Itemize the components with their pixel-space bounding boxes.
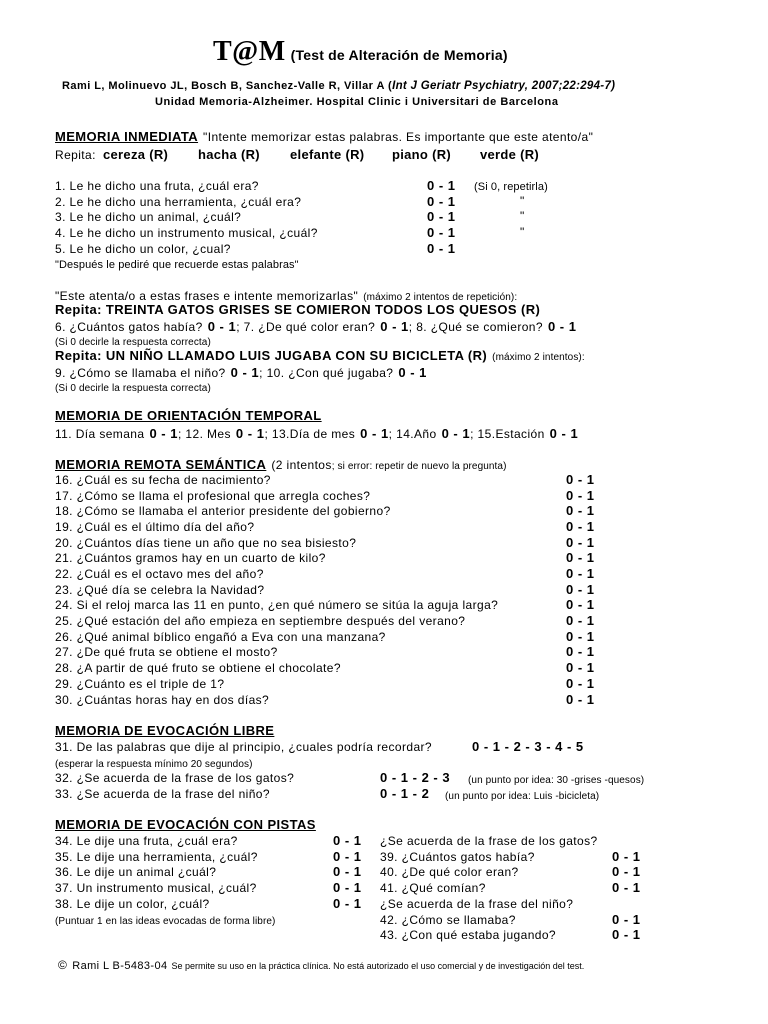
score-17: 0 - 1 xyxy=(566,488,595,503)
question-10: ; 10. ¿Con qué jugaba? xyxy=(259,366,394,380)
question-13: ; 13.Día de mes xyxy=(264,427,356,441)
title-logo: T@M xyxy=(213,36,286,67)
question-5: 5. Le he dicho un color, ¿cual? xyxy=(55,242,231,256)
section-heading-orientation: MEMORIA DE ORIENTACIÓN TEMPORAL xyxy=(55,408,322,423)
copyright-symbol: © xyxy=(58,958,68,972)
wait-note: (esperar la respuesta mínimo 20 segundos) xyxy=(55,759,253,770)
score-4: 0 - 1 xyxy=(427,225,456,240)
score-3: 0 - 1 xyxy=(427,209,456,224)
ditto-mark: " xyxy=(520,209,525,223)
score-10: 0 - 1 xyxy=(398,365,427,380)
note-32: (un punto por idea: 30 -grises -quesos) xyxy=(468,775,645,786)
question-40: 40. ¿De qué color eran? xyxy=(380,865,519,879)
score-20: 0 - 1 xyxy=(566,535,595,550)
question-1: 1. Le he dicho una fruta, ¿cuál era? xyxy=(55,179,259,193)
question-24: 24. Si el reloj marca las 11 en punto, ¿en qué número se sitúa la aguja larga? xyxy=(55,598,499,612)
note-33: (un punto por idea: Luis -bicicleta) xyxy=(445,791,600,802)
institution: Unidad Memoria-Alzheimer. Hospital Clinic i Universitari de Barcelona xyxy=(155,96,559,108)
score-39: 0 - 1 xyxy=(612,849,641,864)
score-1: 0 - 1 xyxy=(427,178,456,193)
question-8: ; 8. ¿Qué se comieron? xyxy=(408,320,543,334)
score-25: 0 - 1 xyxy=(566,613,595,628)
question-11: 11. Día semana xyxy=(55,427,145,441)
score-30: 0 - 1 xyxy=(566,692,595,707)
question-34: 34. Le dije una fruta, ¿cuál era? xyxy=(55,834,238,848)
question-26: 26. ¿Qué animal bíblico engañó a Eva con una manzana? xyxy=(55,630,386,644)
score-41: 0 - 1 xyxy=(612,880,641,895)
question-36: 36. Le dije un animal ¿cuál? xyxy=(55,865,217,879)
question-41: 41. ¿Qué comían? xyxy=(380,881,486,895)
score-14: 0 - 1 xyxy=(441,426,471,441)
question-38: 38. Le dije un color, ¿cuál? xyxy=(55,897,210,911)
document-title xyxy=(213,36,508,72)
question-21: 21. ¿Cuántos gramos hay en un cuarto de kilo? xyxy=(55,551,326,565)
section-heading-remote: MEMORIA REMOTA SEMÁNTICA xyxy=(55,457,267,472)
question-35: 35. Le dije una herramienta, ¿cuál? xyxy=(55,850,258,864)
authors-line xyxy=(62,78,615,94)
cats-correct-note: (Si 0 decirle la respuesta correcta) xyxy=(55,337,211,348)
boy-correct-note: (Si 0 decirle la respuesta correcta) xyxy=(55,383,211,394)
score-31: 0 - 1 - 2 - 3 - 4 - 5 xyxy=(472,739,584,754)
score-29: 0 - 1 xyxy=(566,676,595,691)
question-18: 18. ¿Cómo se llamaba el anterior presidente del gobierno? xyxy=(55,504,391,518)
question-25: 25. ¿Qué estación del año empieza en septiembre después del verano? xyxy=(55,614,466,628)
word-hacha: hacha (R) xyxy=(198,147,260,162)
question-7: ; 7. ¿De qué color eran? xyxy=(236,320,376,334)
boy-questions-line xyxy=(55,365,427,381)
question-12: ; 12. Mes xyxy=(177,427,231,441)
question-30: 30. ¿Cuántas horas hay en dos días? xyxy=(55,693,270,707)
question-16: 16. ¿Cuál es su fecha de nacimiento? xyxy=(55,473,271,487)
score-36: 0 - 1 xyxy=(333,864,362,879)
question-29: 29. ¿Cuánto es el triple de 1? xyxy=(55,677,225,691)
score-22: 0 - 1 xyxy=(566,566,595,581)
score-38: 0 - 1 xyxy=(333,896,362,911)
word-cereza: cereza (R) xyxy=(103,147,169,162)
question-39: 39. ¿Cuántos gatos había? xyxy=(380,850,535,864)
score-34: 0 - 1 xyxy=(333,833,362,848)
score-8: 0 - 1 xyxy=(547,319,577,334)
section-heading-free-recall: MEMORIA DE EVOCACIÓN LIBRE xyxy=(55,723,275,738)
boy-sentence: Repita: UN NIÑO LLAMADO LUIS JUGABA CON SU BICICLETA (R) xyxy=(55,348,488,363)
score-6: 0 - 1 xyxy=(207,319,237,334)
score-12: 0 - 1 xyxy=(235,426,265,441)
score-43: 0 - 1 xyxy=(612,927,641,942)
word-elefante: elefante (R) xyxy=(290,147,365,162)
section-heading-immediate: MEMORIA INMEDIATA xyxy=(55,129,199,144)
remote-heading-line xyxy=(55,457,507,474)
registration-number: Rami L B-5483-04 xyxy=(72,960,168,972)
question-43: 43. ¿Con qué estaba jugando? xyxy=(380,928,556,942)
score-5: 0 - 1 xyxy=(427,241,456,256)
immediate-instruction: "Intente memorizar estas palabras. Es importante que este atento/a" xyxy=(203,130,594,144)
cats-sentence: Repita: TREINTA GATOS GRISES SE COMIERON TODOS LOS QUESOS (R) xyxy=(55,302,541,317)
immediate-heading-line xyxy=(55,129,593,145)
question-28: 28. ¿A partir de qué fruto se obtiene el chocolate? xyxy=(55,661,341,675)
score-19: 0 - 1 xyxy=(566,519,595,534)
score-28: 0 - 1 xyxy=(566,660,595,675)
title-subtitle: (Test de Alteración de Memoria) xyxy=(290,47,508,63)
scoring-note: (Puntuar 1 en las ideas evocadas de forma libre) xyxy=(55,916,276,927)
question-3: 3. Le he dicho un animal, ¿cuál? xyxy=(55,210,242,224)
footer xyxy=(58,958,584,974)
score-15: 0 - 1 xyxy=(549,426,579,441)
score-35: 0 - 1 xyxy=(333,849,362,864)
question-31: 31. De las palabras que dije al principio, ¿cuales podría recordar? xyxy=(55,740,432,754)
score-13: 0 - 1 xyxy=(360,426,389,441)
repeat-label: Repita: xyxy=(55,148,96,162)
boy-prompt: ¿Se acuerda de la frase del niño? xyxy=(380,897,574,911)
cats-prompt: ¿Se acuerda de la frase de los gatos? xyxy=(380,834,598,848)
ditto-mark: " xyxy=(520,225,525,239)
remote-attempts: (2 intentos xyxy=(271,458,332,472)
score-2: 0 - 1 xyxy=(427,194,456,209)
question-15: ; 15.Estación xyxy=(470,427,545,441)
question-33: 33. ¿Se acuerda de la frase del niño? xyxy=(55,787,270,801)
question-9: 9. ¿Cómo se llamaba el niño? xyxy=(55,366,226,380)
score-26: 0 - 1 xyxy=(566,629,595,644)
question-23: 23. ¿Qué día se celebra la Navidad? xyxy=(55,583,265,597)
word-verde: verde (R) xyxy=(480,147,540,162)
boy-sentence-line xyxy=(55,348,585,365)
question-20: 20. ¿Cuántos días tiene un año que no sea bisiesto? xyxy=(55,536,357,550)
score-27: 0 - 1 xyxy=(566,644,595,659)
question-6: 6. ¿Cuántos gatos había? xyxy=(55,320,203,334)
ditto-mark: " xyxy=(520,194,525,208)
word-piano: piano (R) xyxy=(392,147,452,162)
question-19: 19. ¿Cuál es el último día del año? xyxy=(55,520,255,534)
question-42: 42. ¿Cómo se llamaba? xyxy=(380,913,516,927)
score-9: 0 - 1 xyxy=(230,365,260,380)
question-37: 37. Un instrumento musical, ¿cuál? xyxy=(55,881,257,895)
score-7: 0 - 1 xyxy=(380,319,409,334)
score-21: 0 - 1 xyxy=(566,550,595,565)
authors: Rami L, Molinuevo JL, Bosch B, Sanchez-Valle R, Villar A ( xyxy=(62,80,393,92)
question-22: 22. ¿Cuál es el octavo mes del año? xyxy=(55,567,264,581)
citation: Int J Geriatr Psychiatry, 2007;22:294-7) xyxy=(392,80,616,92)
section-heading-cued-recall: MEMORIA DE EVOCACIÓN CON PISTAS xyxy=(55,817,316,832)
question-14: ; 14.Año xyxy=(388,427,437,441)
question-4: 4. Le he dicho un instrumento musical, ¿cuál? xyxy=(55,226,318,240)
sentences-intro-note: (máximo 2 intentos de repetición): xyxy=(363,292,518,303)
question-27: 27. ¿De qué fruta se obtiene el mosto? xyxy=(55,645,278,659)
score-11: 0 - 1 xyxy=(149,426,178,441)
question-2: 2. Le he dicho una herramienta, ¿cuál era? xyxy=(55,195,302,209)
score-33: 0 - 1 - 2 xyxy=(380,786,430,801)
score-16: 0 - 1 xyxy=(566,472,595,487)
score-42: 0 - 1 xyxy=(612,912,641,927)
score-37: 0 - 1 xyxy=(333,880,362,895)
score-23: 0 - 1 xyxy=(566,582,595,597)
orientation-line xyxy=(55,426,578,442)
score-24: 0 - 1 xyxy=(566,597,595,612)
remote-error-note: ; si error: repetir de nuevo la pregunta) xyxy=(331,461,507,472)
later-recall-note: "Después le pediré que recuerde estas palabras" xyxy=(55,259,299,271)
usage-notice: Se permite su uso en la práctica clínica. No está autorizado el uso comercial y de investigación del test. xyxy=(171,961,585,971)
sentences-intro: "Este atenta/o a estas frases e intente memorizarlas" xyxy=(55,289,359,303)
score-32: 0 - 1 - 2 - 3 xyxy=(380,770,451,785)
cats-questions-line xyxy=(55,319,576,335)
note-repeat: (Si 0, repetirla) xyxy=(474,181,548,193)
question-17: 17. ¿Cómo se llama el profesional que arregla coches? xyxy=(55,489,371,503)
score-18: 0 - 1 xyxy=(566,503,595,518)
question-32: 32. ¿Se acuerda de la frase de los gatos? xyxy=(55,771,295,785)
boy-sentence-note: (máximo 2 intentos): xyxy=(492,352,585,363)
score-40: 0 - 1 xyxy=(612,864,641,879)
